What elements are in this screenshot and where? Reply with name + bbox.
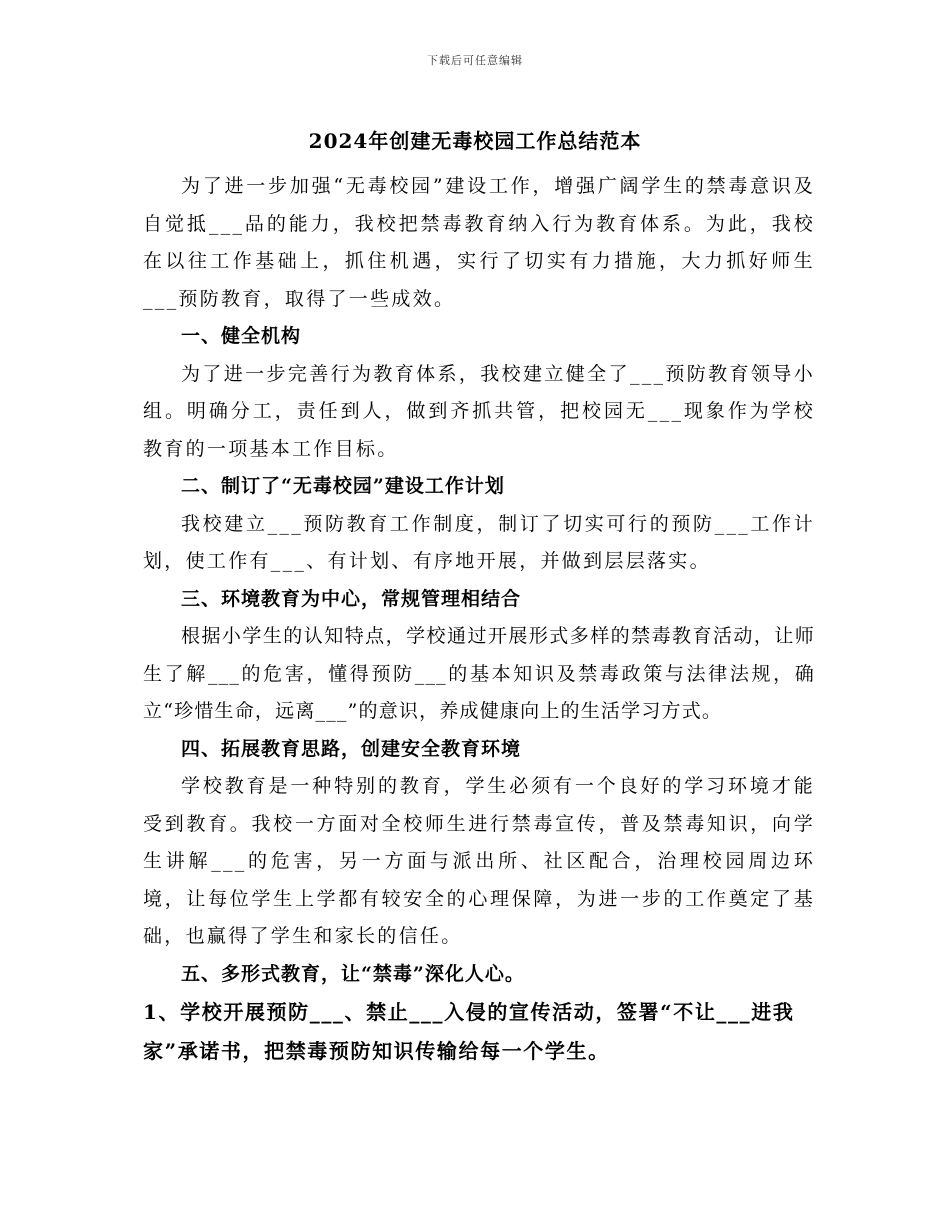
section-heading-4: 四、拓展教育思路，创建安全教育环境 [181,737,522,760]
section-heading-3: 三、环境教育为中心，常规管理相结合 [181,587,522,610]
section-body-1: 为了进一步完善行为教育体系，我校建立健全了___预防教育领导小组。明确分工，责任到人，做到齐抓共管，把校园无___现象作为学校教育的一项基本工作目标。 [143,362,815,460]
section-heading-1: 一、健全机构 [181,325,302,347]
section-body-5: 1、学校开展预防___、禁止___入侵的宣传活动，签署“不让___进我家”承诺书，把禁毒预防知识传输给每一个学生。 [143,1000,795,1063]
page-header-note: 下载后可任意编辑 [427,54,523,67]
intro-paragraph: 为了进一步加强“无毒校园”建设工作，增强广阔学生的禁毒意识及自觉抵___品的能力，我校把禁毒教育纳入行为教育体系。为此，我校在以往工作基础上，抓住机遇，实行了切实有力措施，大力抓好师生___预防教育，取得了一些成效。 [143,175,815,310]
section-body-3: 根据小学生的认知特点，学校通过开展形式多样的禁毒教育活动，让师生了解___的危害，懂得预防___的基本知识及禁毒政策与法律法规，确立“珍惜生命，远离___”的意识，养成健康向上的生活学习方式。 [143,625,815,722]
section-body-4: 学校教育是一种特别的教育，学生必须有一个良好的学习环境才能受到教育。我校一方面对全校师生进行禁毒宣传，普及禁毒知识，向学生讲解___的危害，另一方面与派出所、社区配合，治理校园周边环境，让每位学生上学都有较安全的心理保障，为进一步的工作奠定了基础，也赢得了学生和家长的信任。 [143,775,815,947]
document-body [143,168,815,1071]
section-body-2: 我校建立___预防教育工作制度，制订了切实可行的预防___工作计划，使工作有___、有计划、有序地开展，并做到层层落实。 [143,512,815,572]
document-title: 2024年创建无毒校园工作总结范本 [308,129,642,153]
section-heading-5: 五、多形式教育，让“禁毒”深化人心。 [181,962,525,985]
section-heading-2: 二、制订了“无毒校园”建设工作计划 [181,475,505,497]
